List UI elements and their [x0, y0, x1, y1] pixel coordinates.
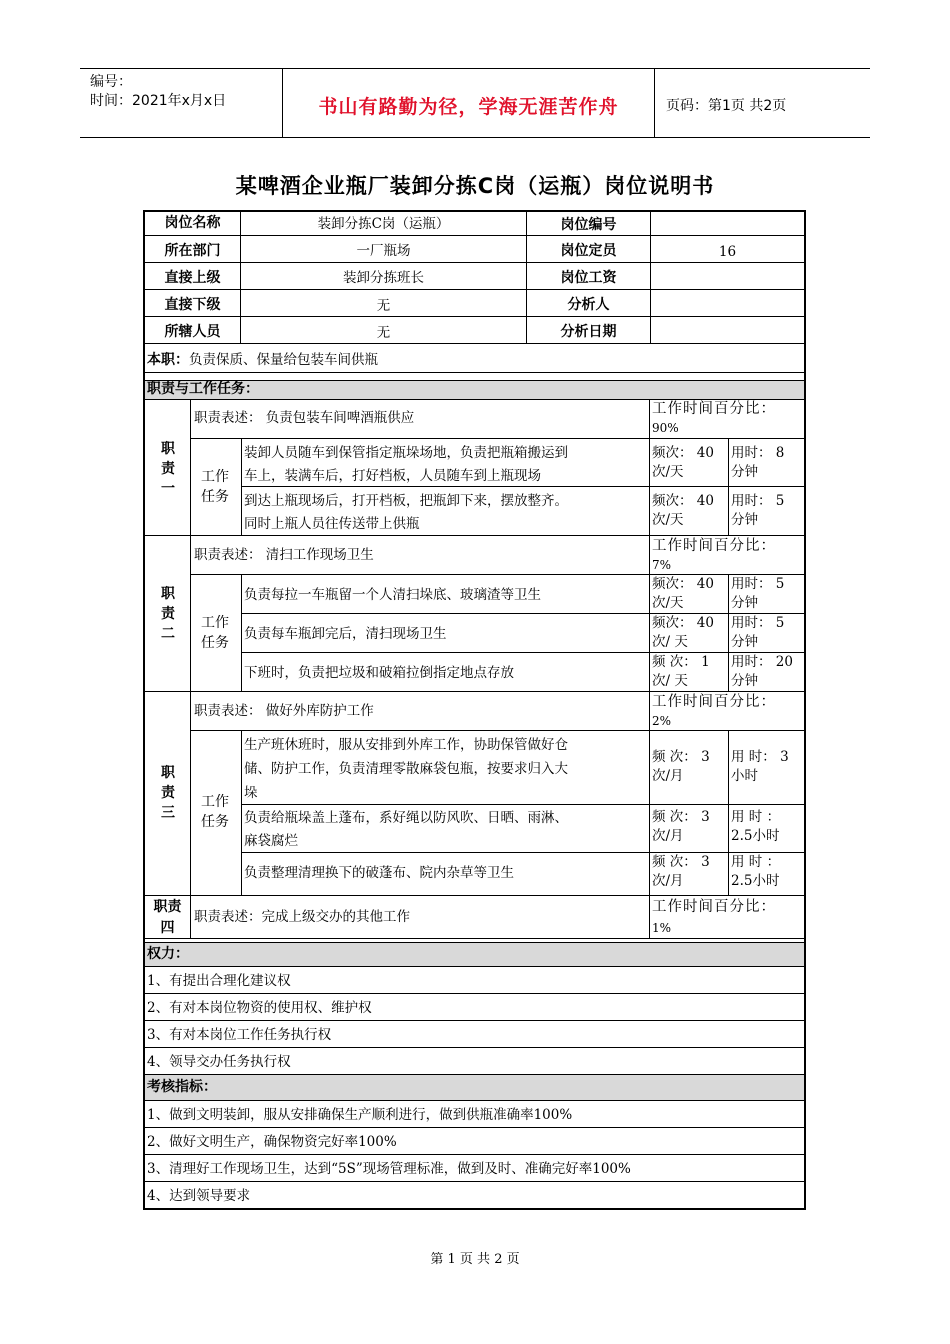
duty2-task2-text: 负责每车瓶卸完后，清扫现场卫生 [244, 626, 447, 642]
duty1-task2-time2: 分钟 [731, 512, 758, 528]
kpi-header-band [145, 1074, 804, 1100]
duty3-task3-freq2: 次/月 [652, 873, 684, 889]
duty2-task2-time2: 分钟 [731, 634, 758, 650]
label-analysis-date: 分析日期 [560, 324, 617, 340]
duty2-task1-text: 负责每拉一车瓶留一个人清扫垛底、玻璃渣等卫生 [244, 587, 541, 603]
duty3-task2-line1: 负责给瓶垛盖上蓬布，系好绳以防风吹、日晒、雨淋、 [244, 810, 568, 826]
duty3-task3-time1: 用 时 ： [731, 854, 781, 870]
duty2-task1-freq1: 频次： 40 [652, 576, 714, 592]
powers-header: 权力： [147, 946, 189, 962]
duty-text: 负责保质、保量给包装车间供瓶 [189, 352, 378, 368]
header-page-info: 页码：第1页 共2页 [666, 98, 787, 114]
duty1-task1-line2: 车上，装满车后，打好档板，人员随车到上瓶现场 [244, 468, 541, 484]
duty2-task3-text: 下班时，负责把垃圾和破箱拉倒指定地点存放 [244, 665, 514, 681]
duty1-task1-line1: 装卸人员随车到保管指定瓶垛场地，负责把瓶箱搬运到 [244, 445, 568, 461]
duty4-pct-value: 1% [652, 921, 672, 935]
duty2-task-label: 工作 任务 [201, 615, 229, 651]
duty1-task1-freq2: 次/天 [652, 464, 684, 480]
value-position-name: 装卸分拣C岗（运瓶） [317, 216, 450, 232]
job-description-table [143, 210, 806, 1210]
duty2-task3-time1: 用时： 20 [731, 654, 793, 670]
duty1-task2-freq1: 频次： 40 [652, 493, 714, 509]
value-headcount: 16 [718, 244, 737, 260]
label-direct-superior: 直接上级 [164, 270, 221, 286]
duty1-task2-time1: 用时： 5 [731, 493, 785, 509]
duty2-task3-freq1: 频 次： 1 [652, 654, 710, 670]
kpi-item: 2、做好文明生产，确保物资完好率100% [147, 1134, 397, 1150]
value-department: 一厂瓶场 [356, 243, 411, 259]
header-motto: 书山有路勤为径，学海无涯苦作舟 [318, 96, 619, 118]
label-position-name: 岗位名称 [164, 215, 221, 231]
value-direct-subordinate: 无 [376, 298, 391, 314]
duty3-task1-line2: 储、防护工作，负责清理零散麻袋包瓶，按要求归入大 [244, 761, 568, 777]
kpi-header: 考核指标： [147, 1079, 217, 1095]
duty3-task1-freq2: 次/月 [652, 768, 684, 784]
power-item: 3、有对本岗位工作任务执行权 [147, 1027, 332, 1043]
duty3-task-label: 工作 任务 [201, 794, 229, 830]
duty3-task1-line1: 生产班休班时，服从安排到外库工作，协助保管做好仓 [244, 737, 568, 753]
duty4-name: 职责 四 [153, 899, 182, 936]
duty1-task-label: 工作 任务 [201, 469, 229, 505]
duty3-name: 职 责 三 [161, 765, 175, 821]
serial-label: 编号： [90, 74, 132, 90]
label-headcount: 岗位定员 [560, 243, 617, 259]
duty1-task2-line2: 同时上瓶人员往传送带上供瓶 [244, 516, 420, 532]
duty2-task1-time2: 分钟 [731, 595, 758, 611]
duty3-task3-text: 负责整理清理换下的破蓬布、院内杂草等卫生 [244, 865, 514, 881]
label-analyst: 分析人 [567, 297, 610, 313]
duty3-task3-time2: 2.5小时 [731, 873, 780, 889]
duty3-task2-line2: 麻袋腐烂 [244, 833, 298, 849]
duty2-task3-freq2: 次/ 天 [652, 673, 688, 689]
duty2-task2-time1: 用时： 5 [731, 615, 785, 631]
duty3-task1-line3: 垛 [244, 785, 258, 801]
duty3-pct-label: 工作时间百分比： [652, 694, 776, 710]
powers-header-band [145, 942, 804, 966]
duty3-task2-freq1: 频 次： 3 [652, 809, 710, 825]
page-header [80, 68, 870, 138]
page-title: 某啤酒企业瓶厂装卸分拣C岗（运瓶）岗位说明书 [235, 174, 715, 198]
duty1-task1-time1: 用时： 8 [731, 445, 785, 461]
duty2-pct-label: 工作时间百分比： [652, 538, 776, 554]
duty2-pct-value: 7% [652, 558, 672, 572]
duty1-task2-line1: 到达上瓶现场后，打开档板，把瓶卸下来，摆放整齐。 [244, 493, 568, 509]
page-footer: 第 1 页 共 2 页 [430, 1252, 520, 1267]
duty3-desc: 职责表述： 做好外库防护工作 [194, 703, 374, 719]
value-direct-superior: 装卸分拣班长 [343, 270, 424, 286]
header-divider [654, 69, 655, 137]
duty4-pct-label: 工作时间百分比： [652, 899, 776, 915]
duty1-task1-freq1: 频次： 40 [652, 445, 714, 461]
label-staff: 所辖人员 [164, 324, 221, 340]
duty-label: 本职： [147, 352, 189, 368]
duty2-task2-freq2: 次/ 天 [652, 634, 688, 650]
header-meta [90, 73, 226, 111]
duty2-task1-time1: 用时： 5 [731, 576, 785, 592]
duty1-pct-label: 工作时间百分比： [652, 401, 776, 417]
kpi-item: 3、清理好工作现场卫生，达到“5S”现场管理标准，做到及时、准确完好率100% [147, 1161, 631, 1177]
duty3-pct-value: 2% [652, 714, 672, 728]
value-staff: 无 [376, 325, 391, 341]
duty3-task1-freq1: 频 次： 3 [652, 749, 710, 765]
duty1-task1-time2: 分钟 [731, 464, 758, 480]
duty2-name: 职 责 二 [161, 586, 175, 642]
kpi-item: 4、达到领导要求 [147, 1188, 251, 1204]
responsibilities-header: 职责与工作任务： [147, 381, 259, 397]
duty1-name: 职 责 一 [161, 441, 175, 497]
duty1-task2-freq2: 次/天 [652, 512, 684, 528]
duty3-task2-freq2: 次/月 [652, 828, 684, 844]
duty2-task2-freq1: 频次： 40 [652, 615, 714, 631]
label-salary: 岗位工资 [560, 270, 617, 286]
kpi-item: 1、做到文明装卸，服从安排确保生产顺利进行，做到供瓶准确率100% [147, 1107, 573, 1123]
duty2-desc: 职责表述： 清扫工作现场卫生 [194, 547, 374, 563]
power-item: 4、领导交办任务执行权 [147, 1054, 291, 1070]
duty2-task1-freq2: 次/天 [652, 595, 684, 611]
duty3-task1-time2: 小时 [731, 768, 758, 784]
duty-row [147, 351, 378, 370]
duty3-task3-freq1: 频 次： 3 [652, 854, 710, 870]
duty4-desc: 职责表述：完成上级交办的其他工作 [194, 909, 410, 925]
duty2-task3-time2: 分钟 [731, 673, 758, 689]
duty3-task2-time2: 2.5小时 [731, 828, 780, 844]
label-direct-subordinate: 直接下级 [164, 297, 221, 313]
label-department: 所在部门 [164, 243, 221, 259]
time-label: 时间：2021年x月x日 [90, 93, 227, 109]
duty3-task2-time1: 用 时 ： [731, 809, 781, 825]
label-position-code: 岗位编号 [560, 217, 617, 233]
duty3-task1-time1: 用 时： 3 [731, 749, 789, 765]
power-item: 1、有提出合理化建议权 [147, 973, 291, 989]
duty1-desc: 职责表述： 负责包装车间啤酒瓶供应 [194, 410, 415, 426]
duty1-pct-value: 90% [652, 421, 679, 435]
power-item: 2、有对本岗位物资的使用权、维护权 [147, 1000, 372, 1016]
